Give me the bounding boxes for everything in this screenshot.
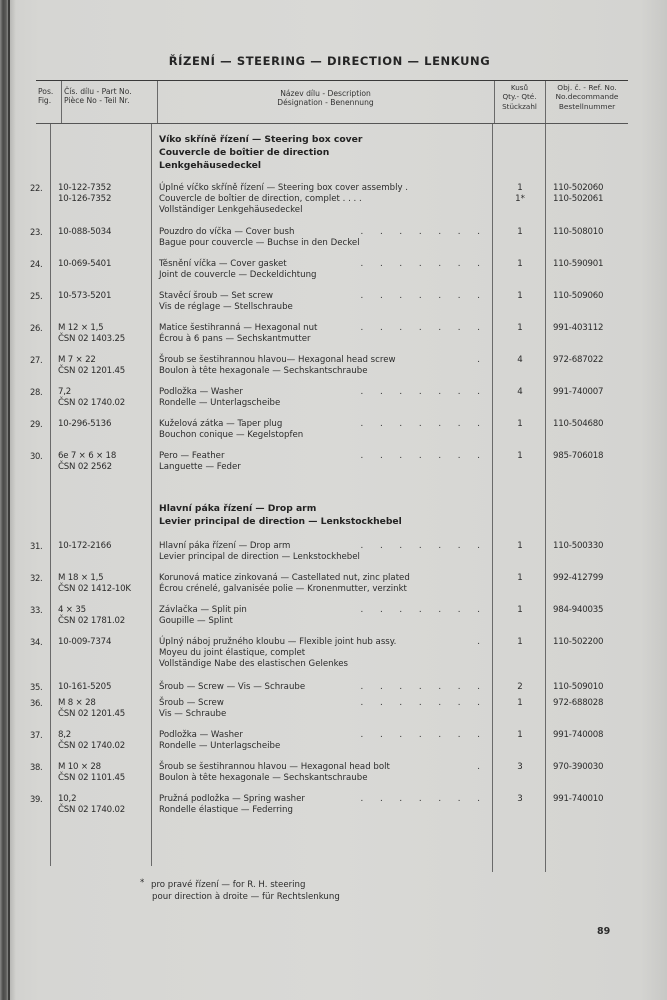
description-line: Šroub se šestihrannou hlavou— Hexagonal head screw	[159, 355, 396, 365]
reference-number	[553, 227, 603, 238]
page-title-text: ŘÍZENÍ — STEERING — DIRECTION — LENKUNG	[168, 54, 491, 68]
column-line-qty	[545, 124, 546, 872]
quantity	[498, 183, 542, 205]
page-title	[0, 54, 667, 68]
part-number	[58, 605, 125, 627]
page-number: 89	[597, 926, 611, 937]
part-number	[58, 419, 111, 430]
position-number: 26.	[30, 323, 43, 333]
part-number-line: ČSN 02 1740.02	[58, 741, 126, 751]
quantity	[498, 259, 542, 270]
leader-dots: . . . . . . .	[360, 227, 487, 237]
part-number-line: M 10 × 28	[58, 762, 101, 772]
description-line: Rondelle élastique — Federring	[159, 805, 293, 815]
description-line: Goupille — Splint	[159, 616, 233, 626]
quantity	[498, 451, 542, 462]
part-number-line: M 8 × 28	[58, 698, 96, 708]
reference-number	[553, 291, 603, 302]
description-line: Levier principal de direction — Lenkstockhebel	[159, 552, 360, 562]
description-line: Těsnění víčka — Cover gasket	[159, 259, 287, 269]
description-line: Pružná podložka — Spring washer	[159, 794, 305, 804]
quantity	[498, 605, 542, 616]
quantity-line: 1	[517, 541, 523, 551]
header-part-line: Pièce No - Teil Nr.	[64, 96, 130, 106]
description-line: Šroub — Screw — Vis — Schraube	[159, 682, 306, 692]
header-part-line: Čís. dílu - Part No.	[64, 87, 132, 96]
part-number	[58, 323, 125, 345]
reference-number-line: 110-502200	[553, 637, 604, 647]
description-line: Écrou crénelé, galvanisée polie — Kronenmutter, verzinkt	[159, 584, 407, 594]
leader-dots: . . . . . . .	[360, 605, 487, 615]
description-line: Boulon à tête hexagonale — Sechskantschraube	[159, 366, 368, 376]
section-heading-line: Levier principal de direction — Lenkstockhebel	[159, 516, 402, 527]
part-number-line: ČSN 02 1740.02	[58, 398, 126, 408]
description-line: Závlačka — Split pin	[159, 605, 247, 615]
quantity-line: 1	[517, 323, 523, 333]
quantity	[498, 355, 542, 366]
part-number-line: ČSN 02 1412-10K	[58, 584, 131, 594]
leader-dots: . . . . . . .	[360, 698, 487, 708]
part-number-line: 8,2	[58, 730, 72, 740]
quantity-line: 1*	[515, 194, 525, 204]
footnote	[140, 880, 340, 903]
quantity-line: 3	[517, 762, 523, 772]
description-line: Podložka — Washer	[159, 730, 243, 740]
quantity	[498, 227, 542, 238]
reference-number	[553, 682, 603, 693]
reference-number	[553, 259, 603, 270]
quantity-line: 1	[517, 637, 523, 647]
quantity-line: 2	[517, 682, 523, 692]
quantity-line: 1	[517, 259, 523, 269]
quantity-line: 4	[517, 387, 523, 397]
part-number	[58, 637, 111, 648]
quantity	[498, 698, 542, 709]
position-number: 24.	[30, 259, 43, 269]
page-binding-edge	[8, 0, 10, 1000]
leader-dots: . . . . . . .	[360, 730, 487, 740]
position-number: 34.	[30, 637, 43, 647]
leader-dots: . . . . . . .	[360, 259, 487, 269]
quantity-line: 1	[517, 227, 523, 237]
description-line: Rondelle — Unterlagscheibe	[159, 741, 281, 751]
part-number-line: M 12 × 1,5	[58, 323, 104, 333]
position-number: 29.	[30, 419, 43, 429]
part-number-line: 7,2	[58, 387, 72, 397]
part-number-line: 10-161-5205	[58, 682, 112, 692]
leader-dots: .	[477, 762, 487, 772]
header-bottom-rule	[36, 123, 628, 124]
description-line: Joint de couvercle — Deckeldichtung	[159, 270, 317, 280]
part-number-line: ČSN 02 1781.02	[58, 616, 126, 626]
part-number-line: ČSN 02 2562	[58, 462, 112, 472]
part-number	[58, 451, 116, 473]
description-line: Hlavní páka řízení — Drop arm	[159, 541, 291, 551]
position-number: 25.	[30, 291, 43, 301]
reference-number	[553, 794, 603, 805]
section-heading-line: Hlavní páka řízení — Drop arm	[159, 503, 317, 514]
part-number	[58, 355, 125, 377]
description-line: Pouzdro do víčka — Cover bush	[159, 227, 295, 237]
header-ref	[546, 83, 628, 111]
part-number-line: 10-296-5136	[58, 419, 112, 429]
position-number: 22.	[30, 183, 43, 193]
description-line: Kuželová zátka — Taper plug	[159, 419, 283, 429]
position-number: 23.	[30, 227, 43, 237]
reference-number	[553, 730, 603, 741]
part-number-line: 10-122-7352	[58, 183, 112, 193]
position-number: 33.	[30, 605, 43, 615]
header-qty	[494, 83, 545, 111]
reference-number-line: 991-403112	[553, 323, 604, 333]
part-number	[58, 259, 111, 270]
header-pos-line: Fig.	[38, 96, 52, 106]
reference-number-line: 985-706018	[553, 451, 604, 461]
quantity-line: 3	[517, 794, 523, 804]
reference-number-line: 991-740008	[553, 730, 604, 740]
description-line: Matice šestihranná — Hexagonal nut	[159, 323, 318, 333]
reference-number-line: 984-940035	[553, 605, 604, 615]
quantity-line: 1	[517, 730, 523, 740]
position-number: 38.	[30, 762, 43, 772]
footnote-line: pour direction à droite — für Rechtslenkung	[152, 891, 340, 902]
reference-number-line: 992-412799	[553, 573, 604, 583]
header-desc-line: Désignation - Benennung	[277, 98, 374, 108]
part-number-line: 10-172-2166	[58, 541, 112, 551]
reference-number-line: 972-687022	[553, 355, 604, 365]
header-qty-line: Qty.- Qté.	[502, 92, 537, 102]
description-line: Stavěcí šroub — Set screw	[159, 291, 274, 301]
position-number: 37.	[30, 730, 43, 740]
quantity	[498, 762, 542, 773]
header-ref-line: Obj. č. - Ref. No.	[557, 83, 617, 92]
part-number	[58, 573, 131, 595]
section-heading	[159, 133, 362, 172]
reference-number	[553, 698, 603, 709]
part-number-line: ČSN 02 1101.45	[58, 773, 126, 783]
reference-number	[553, 323, 603, 334]
part-number-line: 10-009-7374	[58, 637, 112, 647]
reference-number-line: 972-688028	[553, 698, 604, 708]
reference-number	[553, 605, 603, 616]
part-number	[58, 291, 111, 302]
header-desc	[157, 89, 494, 108]
description	[159, 183, 408, 216]
description-line: Šroub se šestihrannou hlavou — Hexagonal head bolt	[159, 762, 390, 772]
part-number-line: 4 × 35	[58, 605, 86, 615]
quantity	[498, 323, 542, 334]
part-number	[58, 183, 111, 205]
quantity-line: 1	[517, 183, 523, 193]
position-number: 28.	[30, 387, 43, 397]
leader-dots: . . . . . . .	[360, 451, 487, 461]
quantity-line: 1	[517, 605, 523, 615]
leader-dots: .	[477, 355, 487, 365]
description-line: Vollständige Nabe des elastischen Gelenkes	[159, 659, 349, 669]
reference-number-line: 991-740007	[553, 387, 604, 397]
leader-dots: . . . . . . .	[360, 387, 487, 397]
header-part	[64, 87, 132, 106]
part-number-line: 10-088-5034	[58, 227, 112, 237]
quantity-line: 1	[517, 419, 523, 429]
column-line-desc	[492, 124, 493, 872]
description-line: Úplný náboj pružného kloubu — Flexible joint hub assy.	[159, 637, 397, 647]
description-line: Languette — Feder	[159, 462, 241, 472]
section-heading-line: Víko skříně řízení — Steering box cover	[159, 134, 363, 145]
description-line: Moyeu du joint élastique, complet	[159, 648, 306, 658]
part-number-line: ČSN 02 1740.02	[58, 805, 126, 815]
reference-number	[553, 355, 603, 366]
part-number	[58, 682, 111, 693]
description-line: Podložka — Washer	[159, 387, 243, 397]
table-top-rule	[36, 80, 628, 81]
position-number: 35.	[30, 682, 43, 692]
reference-number-line: 970-390030	[553, 762, 604, 772]
position-number: 39.	[30, 794, 43, 804]
quantity-line: 1	[517, 698, 523, 708]
footnote-line: pro pravé řízení — for R. H. steering	[151, 880, 306, 890]
position-number: 30.	[30, 451, 43, 461]
quantity	[498, 794, 542, 805]
quantity	[498, 730, 542, 741]
part-number	[58, 387, 125, 409]
quantity	[498, 541, 542, 552]
section-heading-line: Couvercle de boîtier de direction	[159, 147, 330, 158]
leader-dots: . . . . . . .	[360, 794, 487, 804]
position-number: 27.	[30, 355, 43, 365]
quantity	[498, 291, 542, 302]
description-line: Vis de réglage — Stellschraube	[159, 302, 293, 312]
part-number-line: 10-126-7352	[58, 194, 112, 204]
part-number-line: M 18 × 1,5	[58, 573, 104, 583]
part-number-line: 10,2	[58, 794, 77, 804]
description-line: Rondelle — Unterlagscheibe	[159, 398, 281, 408]
header-qty-line: Stückzahl	[502, 101, 537, 111]
part-number	[58, 698, 125, 720]
reference-number-line: 110-500330	[553, 541, 604, 551]
position-number: 31.	[30, 541, 43, 551]
column-line-part	[151, 124, 152, 866]
description-line: Úplné víčko skříně řízení — Steering box cover assembly .	[159, 183, 409, 193]
leader-dots: . . . . . . .	[360, 541, 487, 551]
position-number: 32.	[30, 573, 43, 583]
description-line: Vollständiger Lenkgehäusedeckel	[159, 205, 303, 215]
reference-number	[553, 419, 603, 430]
description-line: Bague pour couvercle — Buchse in den Deckel	[159, 238, 360, 248]
reference-number	[553, 541, 603, 552]
quantity	[498, 637, 542, 648]
reference-number	[553, 762, 603, 773]
description-line: Šroub — Screw	[159, 698, 224, 708]
leader-dots: . . . . . . .	[360, 323, 487, 333]
description-line: Couvercle de boîtier de direction, complet . . . .	[159, 194, 362, 204]
position-number: 36.	[30, 698, 43, 708]
leader-dots: . . . . . . .	[360, 682, 487, 692]
description-line: Boulon à tête hexagonale — Sechskantschraube	[159, 773, 368, 783]
reference-number	[553, 637, 603, 648]
reference-number-line: 110-502061	[553, 194, 604, 204]
quantity-line: 1	[517, 291, 523, 301]
part-number	[58, 762, 125, 784]
section-heading	[159, 502, 402, 528]
quantity-line: 4	[517, 355, 523, 365]
part-number-line: 10-573-5201	[58, 291, 112, 301]
reference-number-line: 991-740010	[553, 794, 604, 804]
section-heading-line: Lenkgehäusedeckel	[159, 160, 262, 171]
leader-dots: . . . . . . .	[360, 419, 487, 429]
reference-number	[553, 451, 603, 462]
header-pos-line: Pos.	[38, 87, 54, 96]
reference-number-line: 110-502060	[553, 183, 604, 193]
part-number	[58, 730, 125, 752]
reference-number-line: 110-504680	[553, 419, 604, 429]
description-line: Écrou à 6 pans — Sechskantmutter	[159, 334, 311, 344]
footnote-marker: *	[140, 878, 145, 888]
column-divider-pos	[61, 81, 62, 123]
part-number	[58, 794, 125, 816]
quantity	[498, 573, 542, 584]
part-number-line: ČSN 02 1201.45	[58, 709, 126, 719]
reference-number-line: 110-590901	[553, 259, 604, 269]
part-number	[58, 227, 111, 238]
description-line: Korunová matice zinkovaná — Castellated nut, zinc plated	[159, 573, 410, 583]
quantity-line: 1	[517, 573, 523, 583]
header-qty-line: Kusů	[510, 83, 529, 92]
part-number-line: 10-069-5401	[58, 259, 112, 269]
leader-dots: . . . . . . .	[360, 291, 487, 301]
reference-number	[553, 573, 603, 584]
reference-number-line: 110-509010	[553, 682, 604, 692]
description-line: Pero — Feather	[159, 451, 225, 461]
description-line: Vis — Schraube	[159, 709, 227, 719]
reference-number-line: 110-509060	[553, 291, 604, 301]
reference-number	[553, 387, 603, 398]
header-ref-line: No.decommande	[555, 92, 619, 102]
quantity-line: 1	[517, 451, 523, 461]
part-number-line: M 7 × 22	[58, 355, 96, 365]
part-number-line: 6e 7 × 6 × 18	[58, 451, 117, 461]
header-pos	[38, 87, 60, 106]
description	[159, 573, 410, 595]
quantity	[498, 419, 542, 430]
header-ref-line: Bestellnummer	[558, 101, 616, 111]
part-number-line: ČSN 02 1201.45	[58, 366, 126, 376]
reference-number	[553, 183, 603, 205]
description-line: Bouchon conique — Kegelstopfen	[159, 430, 304, 440]
leader-dots: .	[477, 637, 487, 647]
part-number	[58, 541, 111, 552]
part-number-line: ČSN 02 1403.25	[58, 334, 126, 344]
header-desc-line: Název dílu - Description	[280, 89, 371, 98]
reference-number-line: 110-508010	[553, 227, 604, 237]
quantity	[498, 682, 542, 693]
quantity	[498, 387, 542, 398]
